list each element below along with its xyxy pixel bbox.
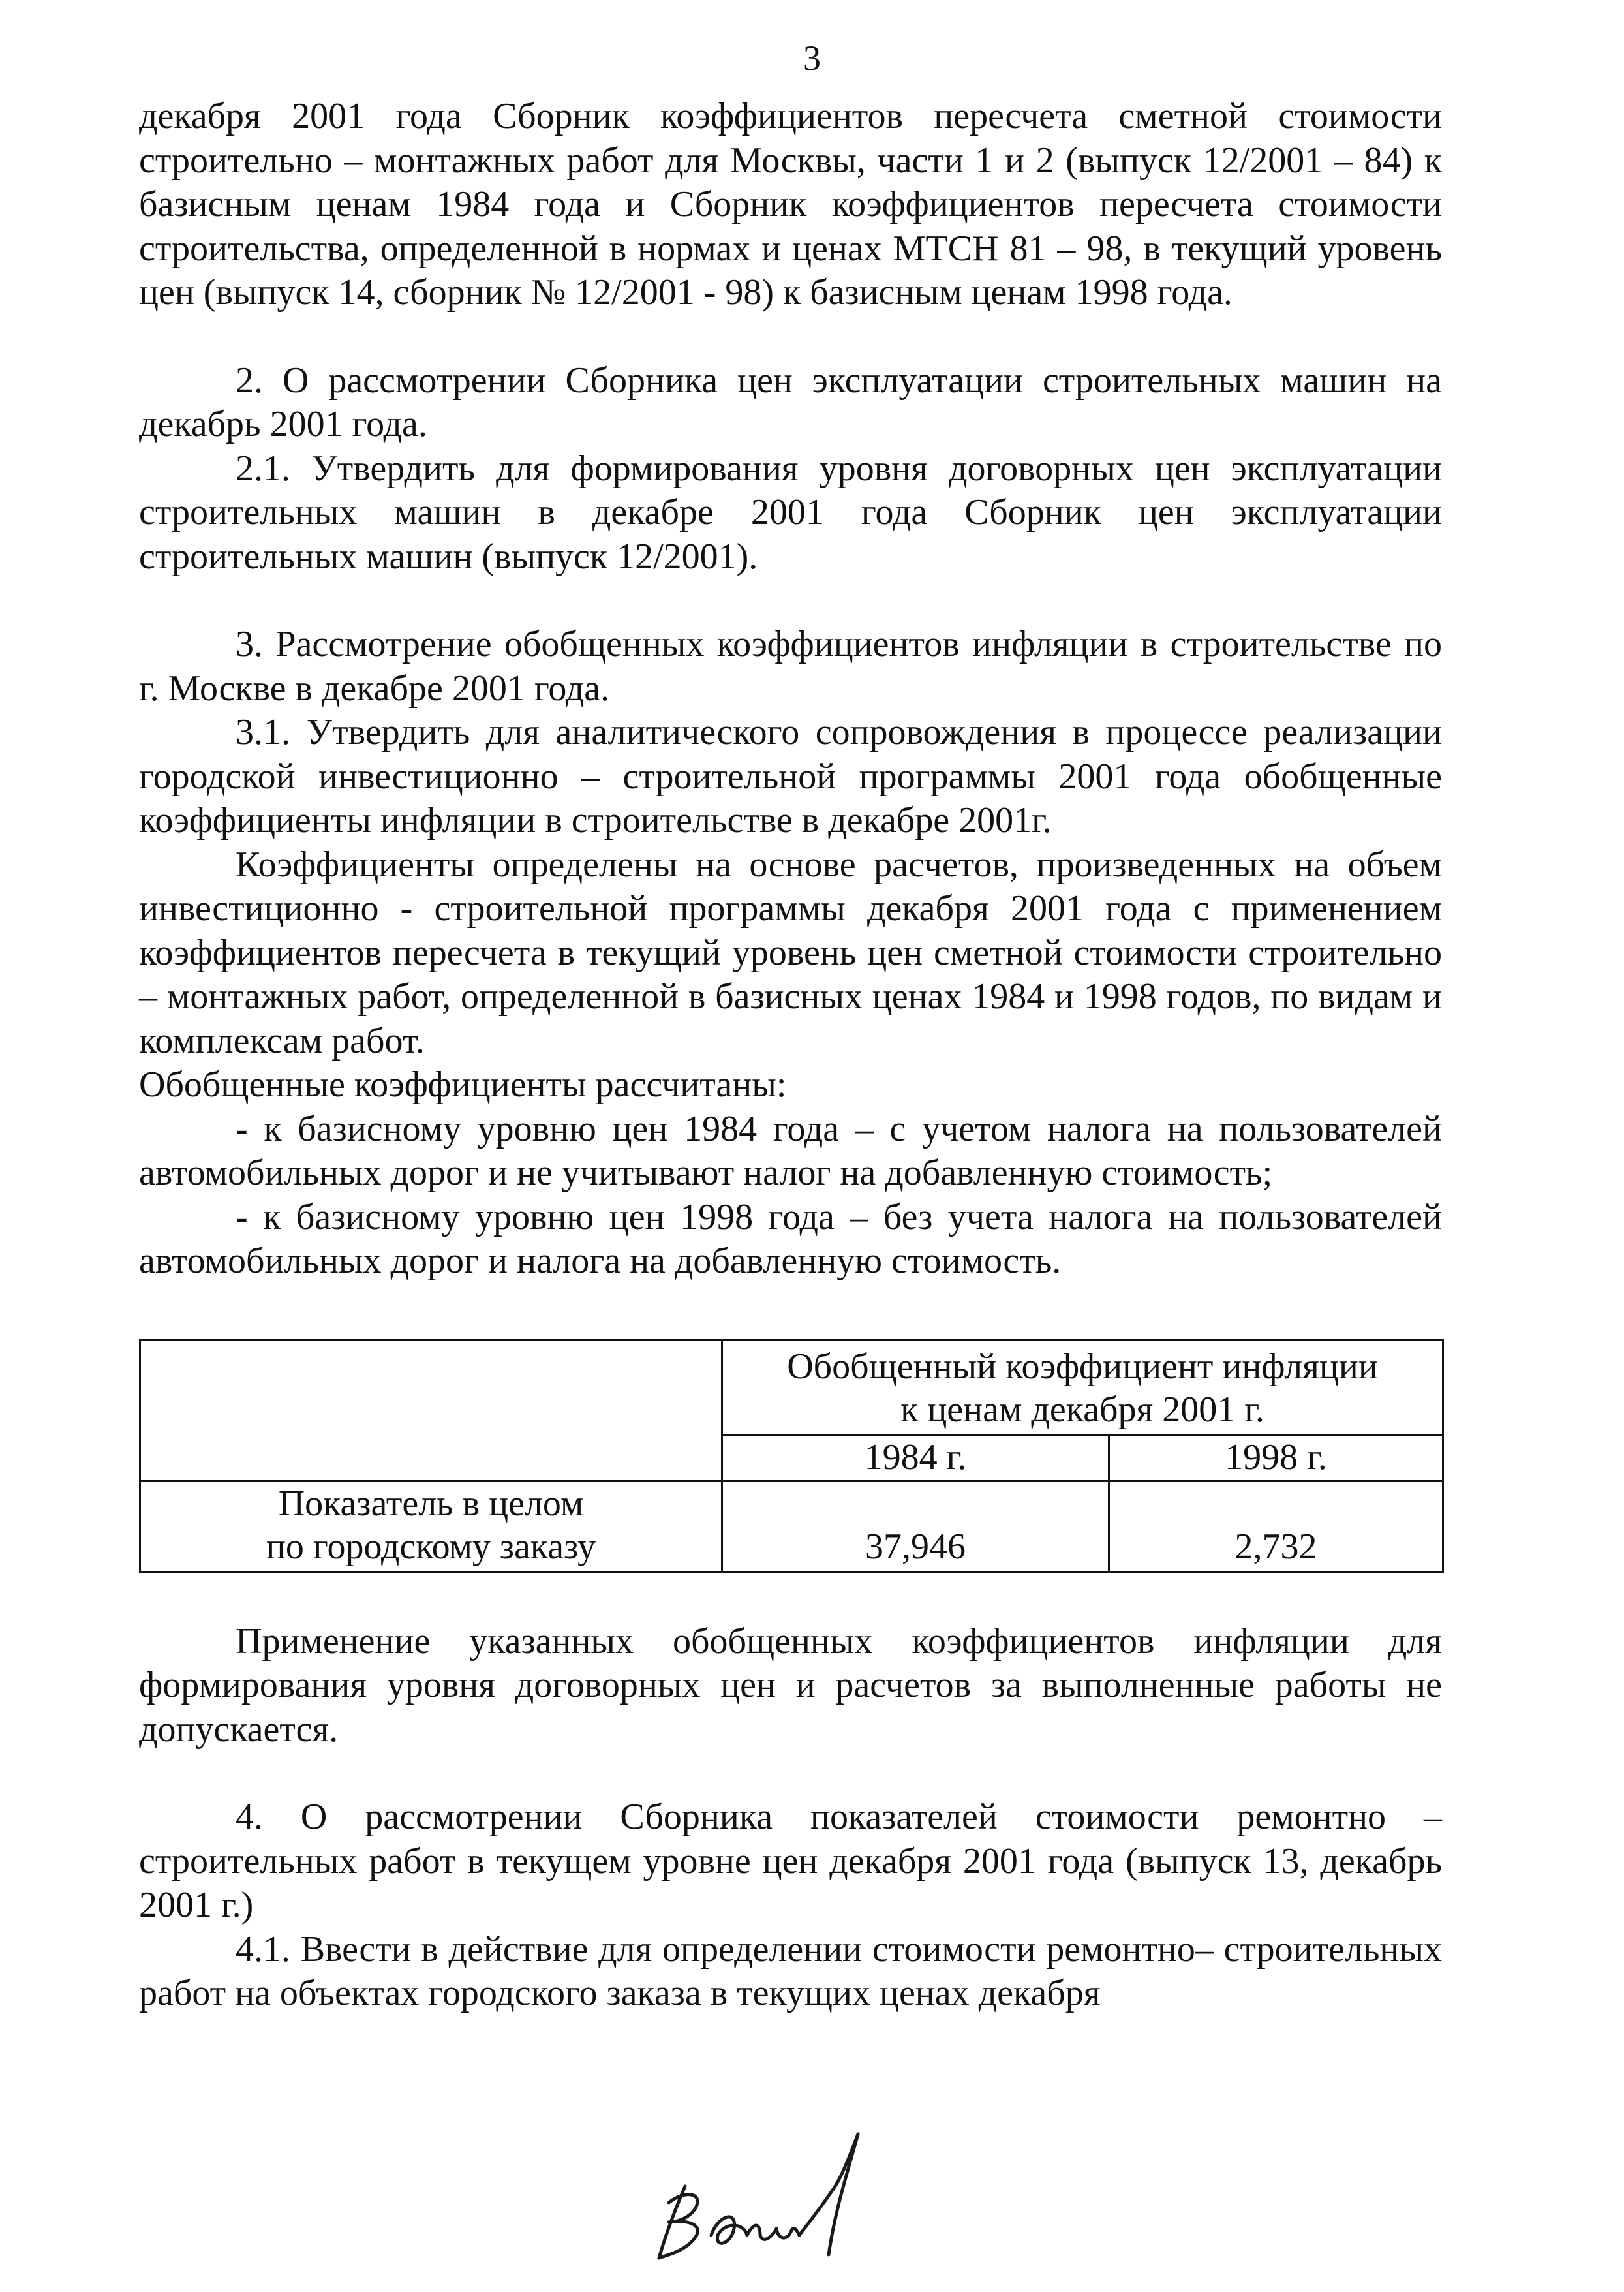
table-row-label [140,1481,722,1572]
paragraph-1-continued: декабря 2001 года Сборник коэффициентов пересчета сметной стоимости строительно – монтажных работ для Москвы, части 1 и 2 (выпуск 12/2001 – 84) к базисным ценам 1984 года и Сборник коэффициентов пересчета стоимости строительства, определенной в нормах и ценах МТСН 81 – 98, в текущий уровень цен (выпуск 14, сборник № 12/2001 - 98) к базисным ценам 1998 года. [139,96,1442,313]
table-value-1984: 37,946 [722,1481,1109,1572]
table-empty-header-cell [140,1340,722,1481]
page-number: 3 [803,39,821,78]
table-col-1998: 1998 г. [1109,1434,1443,1481]
table-header-cell [722,1340,1443,1434]
paragraph-section-2-1: 2.1. Утвердить для формирования уровня договорных цен эксплуатации строительных машин в декабре 2001 года Сборник цен эксплуатации строительных машин (выпуск 12/2001). [139,448,1442,577]
document-body [139,95,1442,2016]
list-item-1984: - к базисному уровню цен 1984 года – с учетом налога на пользователей автомобильных дорог и не учитывают налог на добавленную стоимость; [139,1108,1442,1193]
paragraph-coefficients-calculated: Обобщенные коэффициенты рассчитаны: [139,1064,787,1105]
table-header-line-1: Обобщенный коэффициент инфляции [787,1346,1378,1387]
paragraph-coefficients-basis: Коэффициенты определены на основе расчетов, произведенных на объем инвестиционно - строительной программы декабря 2001 года с применением коэффициентов пересчета в текущий уровень цен сметной стоимости строительно – монтажных работ, определенной в базисных ценах 1984 и 1998 годов, по видам и комплексам работ. [139,844,1442,1061]
paragraph-section-3: 3. Рассмотрение обобщенных коэффициентов инфляции в строительстве по г. Москве в декабре 2001 года. [139,624,1442,709]
paragraph-section-2: 2. О рассмотрении Сборника цен эксплуатации строительных машин на декабрь 2001 года. [139,360,1442,444]
table-header-line-2: к ценам декабря 2001 г. [900,1389,1264,1430]
table-row-label-line-1: Показатель в целом [278,1483,584,1524]
paragraph-usage-restriction: Применение указанных обобщенных коэффициентов инфляции для формирования уровня договорных цен и расчетов за выполненные работы не допускается. [139,1620,1442,1750]
table-row-label-line-2: по городскому заказу [266,1526,596,1567]
table-value-1998: 2,732 [1109,1481,1443,1572]
paragraph-section-4-1: 4.1. Ввести в действие для определении стоимости ремонтно– строительных работ на объектах городского заказа в текущих ценах декабря [139,1928,1442,2013]
handwritten-signature [639,2124,900,2274]
inflation-table [139,1339,1444,1573]
paragraph-section-4: 4. О рассмотрении Сборника показателей стоимости ремонтно – строительных работ в текущем уровне цен декабря 2001 года (выпуск 13, декабрь 2001 г.) [139,1797,1442,1925]
table-col-1984: 1984 г. [722,1434,1109,1481]
paragraph-section-3-1: 3.1. Утвердить для аналитического сопровождения в процессе реализации городской инвестиционно – строительной программы 2001 года обобщенные коэффициенты инфляции в строительстве в декабре 2001г. [139,712,1442,841]
list-item-1998: - к базисному уровню цен 1998 года – без учета налога на пользователей автомобильных дорог и налога на добавленную стоимость. [139,1196,1442,1281]
table-row [140,1481,1443,1572]
inflation-table-wrapper [139,1339,1442,1573]
table-row [140,1340,1443,1434]
